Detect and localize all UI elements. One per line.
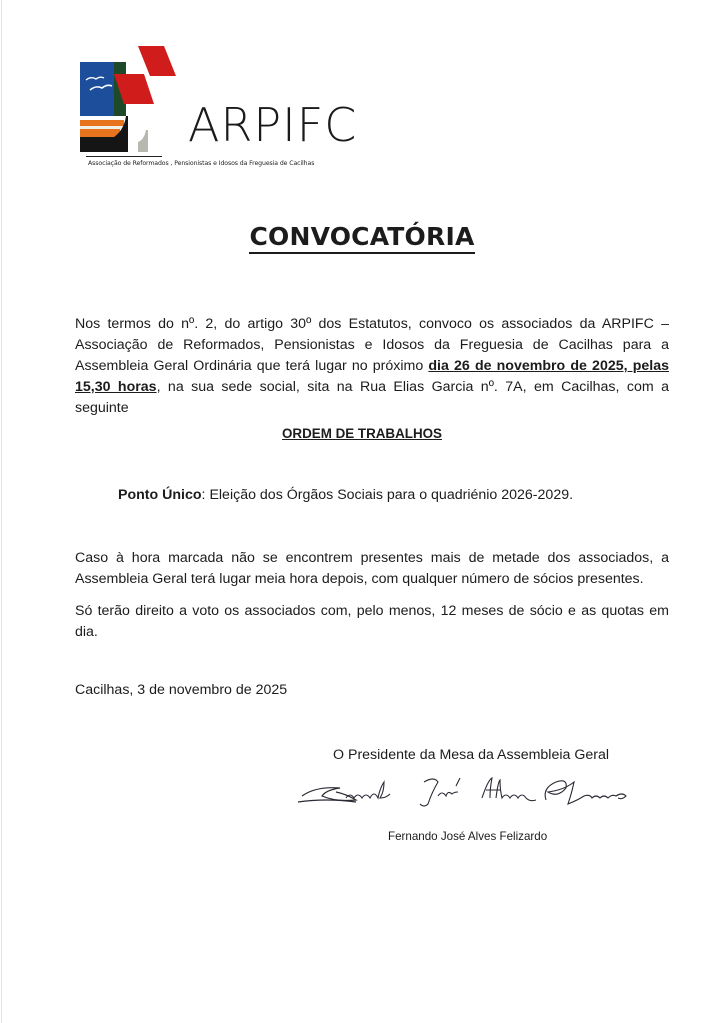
logo-emblem-icon [80, 46, 190, 156]
logo-orange-stripe-1 [80, 120, 124, 126]
logo-white-stripe [80, 126, 124, 129]
agenda-item-separator: : [201, 487, 206, 503]
quorum-paragraph: Caso à hora marcada não se encontrem presentes mais de metade dos associados, a Assembleia Geral terá lugar meia hora depois, com qualquer número de sócios presentes. [75, 550, 669, 587]
arpifc-logo [80, 46, 358, 170]
logo-grey-shape [138, 130, 148, 152]
document-title [0, 222, 724, 251]
agenda-item-label: Ponto Único [118, 487, 202, 503]
place-date: Cacilhas, 3 de novembro de 2025 [75, 682, 288, 698]
intro-text-before: Nos termos do nº. 2, do artigo 30º dos Estatutos, convoco os associados da ARPIFC – Associação de Reformados, Pensionistas e Idosos da Freguesia de Cacilhas para a Assembleia Geral Ordinária que terá lugar no próximo [75, 316, 669, 374]
signature-stroke-3 [346, 782, 390, 798]
meeting-datetime: dia 26 de novembro de 2025, pelas 15,30 horas [75, 358, 669, 395]
signature-stroke-1 [302, 788, 356, 801]
agenda-item-text: Eleição dos Órgãos Sociais para o quadriénio 2026-2029. [205, 487, 574, 503]
logo-subtitle: Associação de Reformados , Pensionistas e Idosos da Freguesia de Cacilhas [88, 160, 315, 167]
signature-stroke-6 [545, 781, 626, 804]
agenda-item [118, 487, 573, 503]
signatory-name: Fernando José Alves Felizardo [388, 830, 548, 843]
logo-red-rhombus-top [138, 46, 176, 76]
intro-text-after: , na sua sede social, sita na Rua Elias Garcia nº. 7A, em Cacilhas, com a seguinte [75, 379, 669, 416]
signatory-role: O Presidente da Mesa da Assembleia Geral [333, 747, 610, 763]
signature-stroke-4 [420, 778, 460, 806]
signature-stroke-5 [482, 778, 536, 801]
logo-rule [86, 156, 162, 157]
scan-edge-line [1, 0, 2, 1023]
voting-paragraph: Só terão direito a voto os associados com, pelo menos, 12 meses de sócio e as quotas em dia. [75, 603, 669, 640]
logo-acronym: ARPIFC [188, 98, 358, 152]
logo-orange-stripe-2 [80, 129, 120, 137]
title-text: CONVOCATÓRIA [249, 222, 474, 254]
agenda-heading: ORDEM DE TRABALHOS [282, 426, 442, 441]
intro-paragraph [75, 314, 669, 419]
handwritten-signature [296, 772, 646, 812]
